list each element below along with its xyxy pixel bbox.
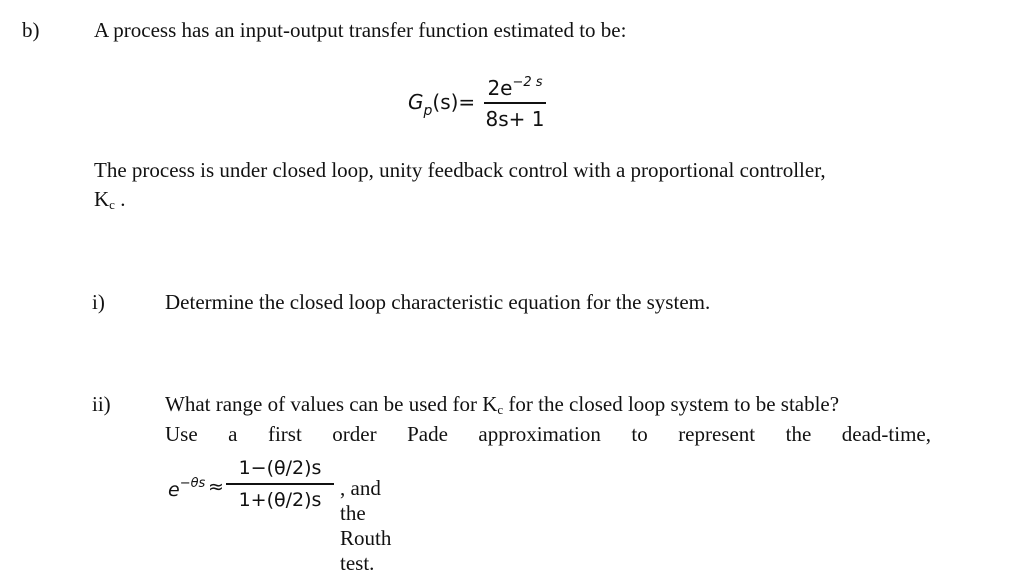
pade-e-base: e	[168, 479, 180, 501]
line2-word: to	[631, 422, 648, 446]
line2-word: a	[228, 422, 238, 446]
question-i-text: Determine the closed loop characteristic equation for the system.	[165, 290, 711, 314]
tf-symbol: G	[408, 90, 424, 114]
question-ii-line1-post: for the closed loop system to be stable?	[503, 392, 840, 416]
pade-tail-text: , and the Routh test.	[340, 476, 392, 575]
description-line2	[94, 187, 125, 213]
pade-denominator: 1+(θ/2)s	[238, 488, 322, 511]
tf-lhs	[408, 90, 475, 119]
question-ii-line1	[165, 392, 839, 418]
tf-numerator-exponent: −2 s	[512, 75, 543, 90]
tf-denominator: 8s+ 1	[485, 106, 545, 131]
pade-approx-symbol: ≈	[208, 476, 224, 498]
pade-fraction-bar	[226, 483, 334, 485]
line2-word: Pade	[407, 422, 448, 446]
line2-word: the	[785, 422, 812, 446]
pade-e-exponent: −θs	[179, 476, 206, 491]
part-label: b)	[22, 18, 40, 42]
pade-numerator: 1−(θ/2)s	[238, 457, 322, 479]
tf-fraction	[484, 70, 546, 132]
line2-word: order	[332, 422, 377, 446]
tf-subscript: p	[423, 103, 433, 119]
pade-fraction	[226, 454, 334, 514]
question-ii-line1-pre: What range of values can be used for K	[165, 392, 498, 416]
pade-exponential	[168, 476, 205, 501]
line2-word: Use	[165, 422, 198, 446]
question-ii-label: ii)	[92, 392, 111, 416]
line2-word: first	[267, 422, 302, 446]
description-line2-tail: .	[114, 187, 126, 211]
description-line1: The process is under closed loop, unity feedback control with a proportional controller,	[94, 158, 826, 182]
question-i-label: i)	[92, 290, 105, 314]
line2-word: dead-time,	[841, 422, 931, 446]
tf-fraction-bar	[484, 102, 546, 104]
tf-argument: (s)=	[432, 90, 476, 114]
kc-symbol: K	[94, 187, 110, 211]
question-ii-line2	[165, 422, 931, 447]
line2-word: represent	[678, 422, 756, 446]
tf-numerator	[484, 70, 546, 101]
tf-numerator-base: 2e	[487, 76, 513, 100]
line2-word: approximation	[478, 422, 601, 446]
question-ii-kc-subscript: c	[497, 402, 504, 417]
kc-subscript: c	[109, 197, 115, 212]
intro-text: A process has an input-output transfer function estimated to be:	[94, 18, 627, 42]
